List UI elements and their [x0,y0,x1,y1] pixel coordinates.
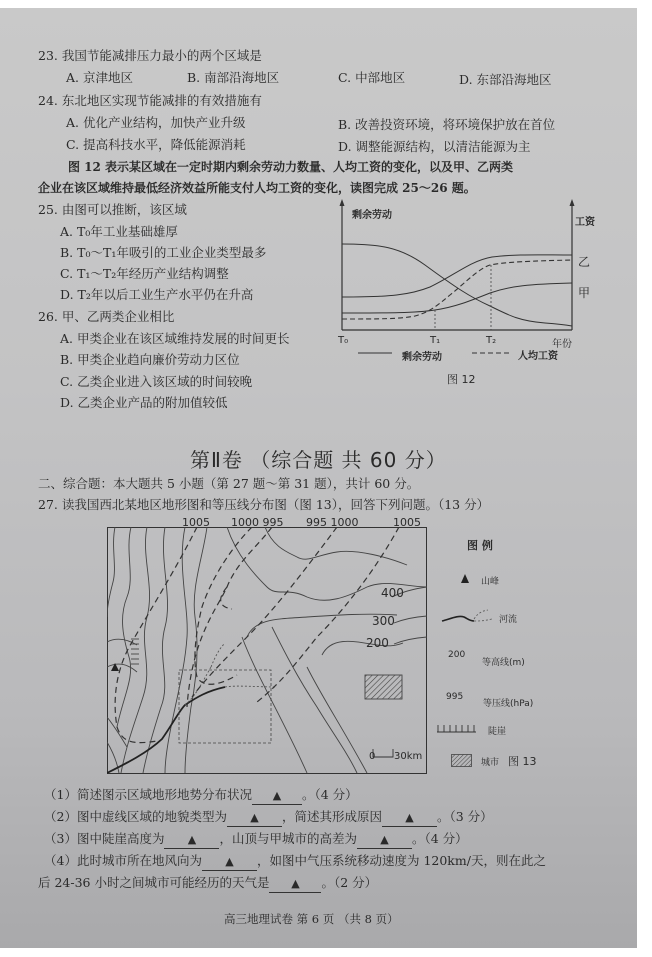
figure-13-caption: 图 13 [508,755,537,768]
answer-blank[interactable]: ▲ [164,832,219,849]
legend13-city: 城市 [481,758,500,768]
q25-option-d: D. T₂年以后工业生产水平仍在升高 [60,287,254,302]
q23-option-b: B. 南部沿海地区 [187,70,280,85]
river-icon [440,607,495,627]
q24-option-c: C. 提高科技水平，降低能源消耗 [66,137,246,152]
q26-option-a: A. 甲类企业在该区域维持发展的时间更长 [60,331,290,346]
q23-stem: 23. 我国节能减排压力最小的两个区域是 [38,48,262,63]
q27-sub-4-cont: 后 24-36 小时之间城市可能经历的天气是 ▲ 。（2 分） [38,875,377,893]
chart-x-label: 年份 [552,339,572,350]
chart-tick-t1: T₁ [430,335,441,346]
legend13-contour: 等高线(m) [482,658,525,668]
contour-label-200: 200 [366,636,389,650]
exam-page [0,8,637,948]
q24-option-d: D. 调整能源结构，以清洁能源为主 [338,139,531,154]
scale-distance: 30km [394,751,423,762]
figure-12-chart [330,195,610,395]
section-2-instruction: 二、综合题：本大题共 5 小题（第 27 题～第 31 题），共计 60 分。 [38,476,420,491]
legend13-peak: 山峰 [481,577,500,587]
chart-tick-t2: T₂ [486,335,497,346]
q27-sub-1: （1）简述图示区域地形地势分布状况 ▲ 。（4 分） [44,787,358,805]
legend13-cliff: 陡崖 [488,727,507,737]
q27-sub-4: （4）此时城市所在地风向为 ▲ ，如图中气压系统移动速度为 120km/天，则在此之 [44,853,546,871]
contour-label-400: 400 [381,586,404,600]
fig12-intro-line2: 企业在该区域维持最低经济效益所能支付人均工资的变化，读图完成 25～26 题。 [38,181,476,195]
q27-stem: 27. 读我国西北某地区地形图和等压线分布图（图 13），回答下列问题。（13 分） [38,497,490,512]
q24-stem: 24. 东北地区实现节能减排的有效措施有 [38,93,262,108]
answer-blank[interactable]: ▲ [252,788,302,805]
page-footer: 高三地理试卷 第 6 页 （共 8 页） [224,912,399,926]
isobar-label-1005-left: 1005 [182,516,210,529]
isobar-label-1005-right: 1005 [393,516,421,529]
answer-blank[interactable]: ▲ [357,832,412,849]
cliff-icon [436,724,478,734]
q24-option-b: B. 改善投资环境，将环境保护放在首位 [338,117,556,132]
chart-legend-surplus: 剩余劳动 [402,352,442,363]
q27-sub-2: （2）图中虚线区域的地貌类型为 ▲ ，简述其形成原因 ▲ 。（3 分） [44,809,493,827]
q26-option-c: C. 乙类企业进入该区域的时间较晚 [60,374,253,389]
section-2-title: 第Ⅱ卷 （综合题 共 60 分） [190,448,447,472]
figure-13-map [107,527,427,775]
fig12-intro-line1: 图 12 表示某区域在一定时期内剩余劳动力数量、人均工资的变化，以及甲、乙两类 [68,160,514,174]
q26-option-b: B. 甲类企业趋向廉价劳动力区位 [60,352,240,367]
legend13-contour-sample: 200 [448,650,466,660]
q23-option-a: A. 京津地区 [66,70,133,85]
q24-option-a: A. 优化产业结构，加快产业升级 [66,115,246,130]
q26-stem: 26. 甲、乙两类企业相比 [38,309,175,324]
q25-stem: 25. 由图可以推断，该区域 [38,202,187,217]
chart-legend-wage: 人均工资 [518,351,558,362]
q23-option-d: D. 东部沿海地区 [459,72,552,87]
chart-left-axis-label: 剩余劳动 [352,210,392,221]
chart-curve-label-jia: 甲 [578,286,591,300]
q26-option-d: D. 乙类企业产品的附加值较低 [60,395,228,410]
q25-option-a: A. T₀年工业基础雄厚 [60,224,178,239]
chart-right-axis-label: 工资 [575,217,595,228]
isobar-label-1000-995: 1000 995 [231,516,284,529]
legend13-river: 河流 [499,615,518,625]
contour-label-300: 300 [372,614,395,628]
legend13-isobar-sample: 995 [446,692,464,702]
answer-blank[interactable]: ▲ [227,810,282,827]
chart-caption: 图 12 [447,373,476,386]
answer-blank[interactable]: ▲ [269,876,321,893]
legend13-isobar: 等压线(hPa) [483,699,534,709]
peak-icon [461,574,469,583]
q25-option-b: B. T₀～T₁年吸引的工业企业类型最多 [60,245,267,260]
scale-zero: 0 [369,751,376,762]
city-icon [451,754,473,768]
q25-option-c: C. T₁～T₂年经历产业结构调整 [60,266,229,281]
answer-blank[interactable]: ▲ [202,854,257,871]
legend13-title: 图 例 [467,539,493,552]
q27-sub-3: （3）图中陡崖高度为 ▲ ，山顶与甲城市的高差为 ▲ 。（4 分） [44,831,468,849]
q23-option-c: C. 中部地区 [338,70,406,85]
answer-blank[interactable]: ▲ [382,810,437,827]
chart-curve-label-yi: 乙 [578,255,591,269]
chart-tick-t0: T₀ [338,335,349,346]
isobar-label-995-1000: 995 1000 [306,516,359,529]
